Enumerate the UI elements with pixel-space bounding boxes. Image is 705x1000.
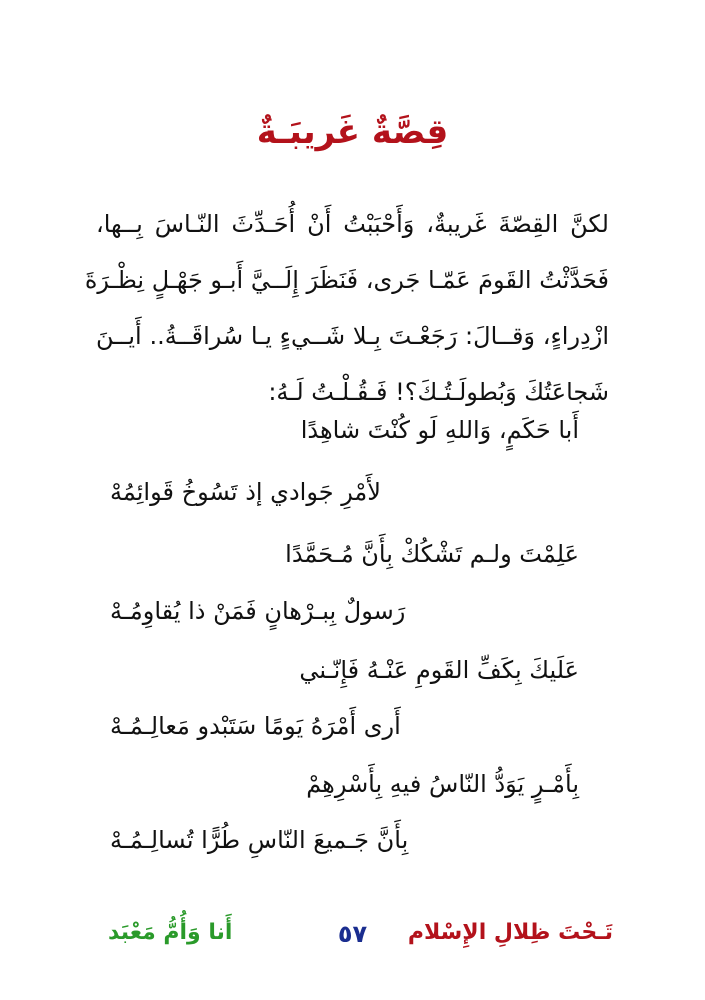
prose-line: شَجاعَتُكَ وَبُطولَـتُـكَ؟! فَـقُـلْـتُ لَـهُ:	[268, 378, 609, 406]
prose-line: ازْدِراءٍ، وَقــالَ: رَجَعْـتَ بِـلا شَــيءٍ يـا سُراقَــةُ.. أَيــنَ	[96, 322, 609, 350]
footer-book-title: تَـحْتَ ظِلالِ الإِسْلام	[407, 920, 613, 945]
page-number: ٥٧	[337, 920, 368, 948]
verse-second-hemistich: لأَمْرِ جَوادي إذ تَسُوخُ قَوائِمُهْ	[110, 478, 381, 506]
prose-line: لكنَّ القِصّةَ غَريبةٌ، وَأَحْبَبْتُ أَنْ أُحَـدِّثَ النّـاسَ بِــها،	[96, 210, 609, 238]
footer-chapter-name: أَنا وَأُمُّ مَعْبَد	[108, 920, 233, 945]
prose-paragraph	[84, 196, 609, 420]
verse-second-hemistich: رَسولٌ بِبـرْهانٍ فَمَنْ ذا يُقاوِمُـهْ	[110, 597, 406, 625]
verse-second-hemistich: بِأَنَّ جَـميعَ النّاسِ طُرًّا تُسالِـمُـهْ	[110, 826, 409, 854]
chapter-title: قِصَّةٌ غَريبَـةٌ	[256, 112, 449, 152]
prose-line: فَحَدَّثْتُ القَومَ عَمّـا جَرى، فَنَظَرَ إِلَــيَّ أَبـو جَهْـلٍ نِظْـرَةَ	[84, 266, 609, 294]
verse-first-hemistich: بِأَمْـرٍ يَوَدُّ النّاسُ فيهِ بِأَسْرِهِمْ	[306, 770, 579, 798]
verse-first-hemistich: عَلَيكَ بِكَفِّ القَومِ عَنْـهُ فَإِنّـني	[299, 656, 579, 684]
verse-first-hemistich: عَلِمْتَ ولـم تَشْكُكْ بِأَنَّ مُـحَمَّدًا	[285, 540, 579, 568]
verse-second-hemistich: أَرى أَمْرَهُ يَومًا سَتَبْدو مَعالِـمُـهْ	[110, 712, 401, 740]
page-footer	[0, 920, 705, 960]
verse-first-hemistich: أَبا حَكَمٍ، وَاللهِ لَو كُنْتَ شاهِدًا	[300, 416, 579, 444]
